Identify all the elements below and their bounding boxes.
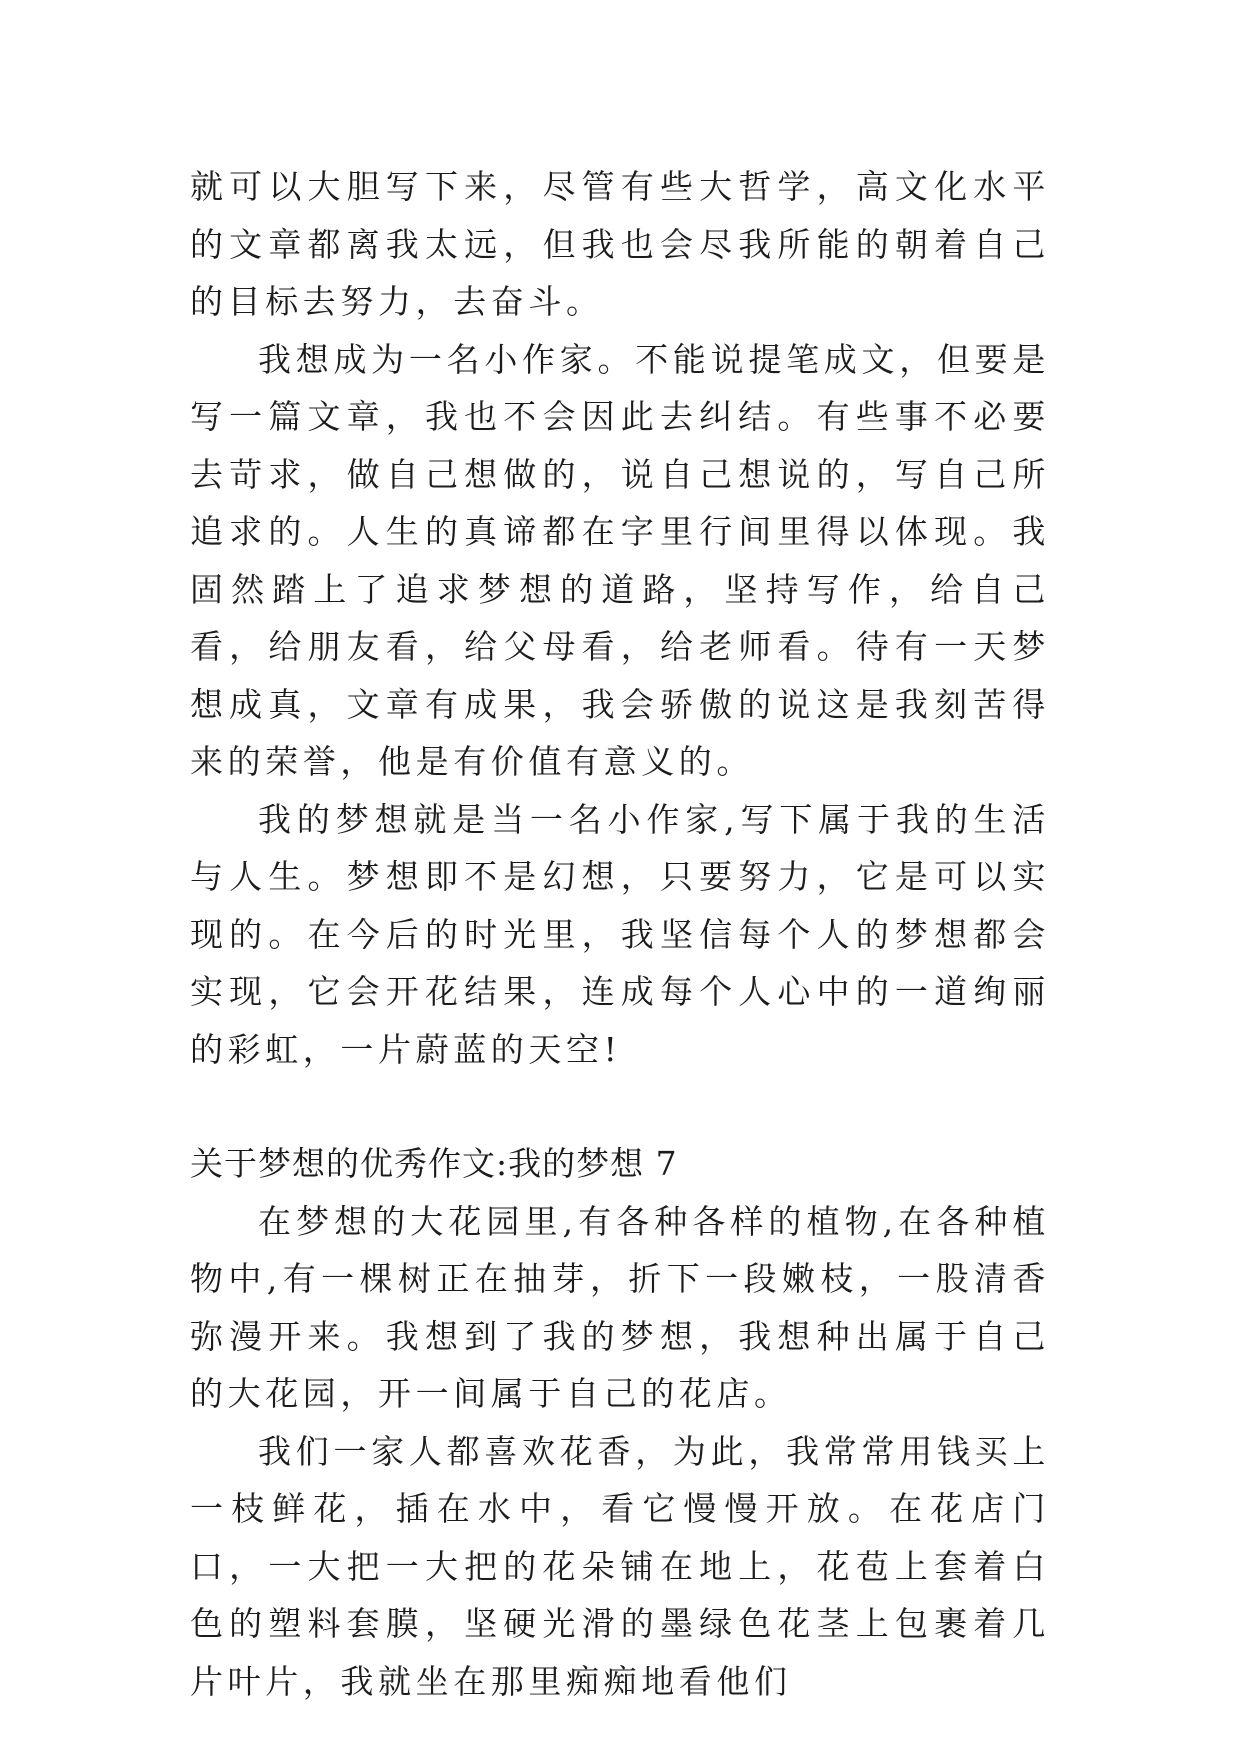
document-body xyxy=(190,158,1050,1710)
paragraph-garden-intro: 在梦想的大花园里,有各种各样的植物,在各种植物中,有一棵树正在抽芽，折下一段嫩枝，一股清香弥漫开来。我想到了我的梦想，我想种出属于自己的大花园，开一间属于自己的花店。 xyxy=(190,1201,1050,1413)
paragraph-flower-shop: 我们一家人都喜欢花香，为此，我常常用钱买上一枝鲜花，插在水中，看它慢慢开放。在花店门口，一大把一大把的花朵铺在地上，花苞上套着白色的塑料套膜，坚硬光滑的墨绿色花茎上包裹着几片叶片，我就坐在那里痴痴地看他们 xyxy=(190,1431,1050,1701)
section-gap xyxy=(190,1078,1050,1135)
paragraph-dream-conclusion: 我的梦想就是当一名小作家,写下属于我的生活与人生。梦想即不是幻想，只要努力，它是可以实现的。在今后的时光里，我坚信每个人的梦想都会实现，它会开花结果，连成每个人心中的一道绚丽的彩虹，一片蔚蓝的天空! xyxy=(190,799,1050,1069)
paragraph-writer-dream: 我想成为一名小作家。不能说提笔成文，但要是写一篇文章，我也不会因此去纠结。有些事不必要去苛求，做自己想做的，说自己想说的，写自己所追求的。人生的真谛都在字里行间里得以体现。我固然踏上了追求梦想的道路，坚持写作，给自己看，给朋友看，给父母看，给老师看。待有一天梦想成真，文章有成果，我会骄傲的说这是我刻苦得来的荣誉，他是有价值有意义的。 xyxy=(190,339,1050,781)
essay-heading: 关于梦想的优秀作文:我的梦想 7 xyxy=(190,1144,678,1183)
paragraph-continuation: 就可以大胆写下来，尽管有些大哲学，高文化水平的文章都离我太远，但我也会尽我所能的朝着自己的目标去努力，去奋斗。 xyxy=(190,167,1050,321)
